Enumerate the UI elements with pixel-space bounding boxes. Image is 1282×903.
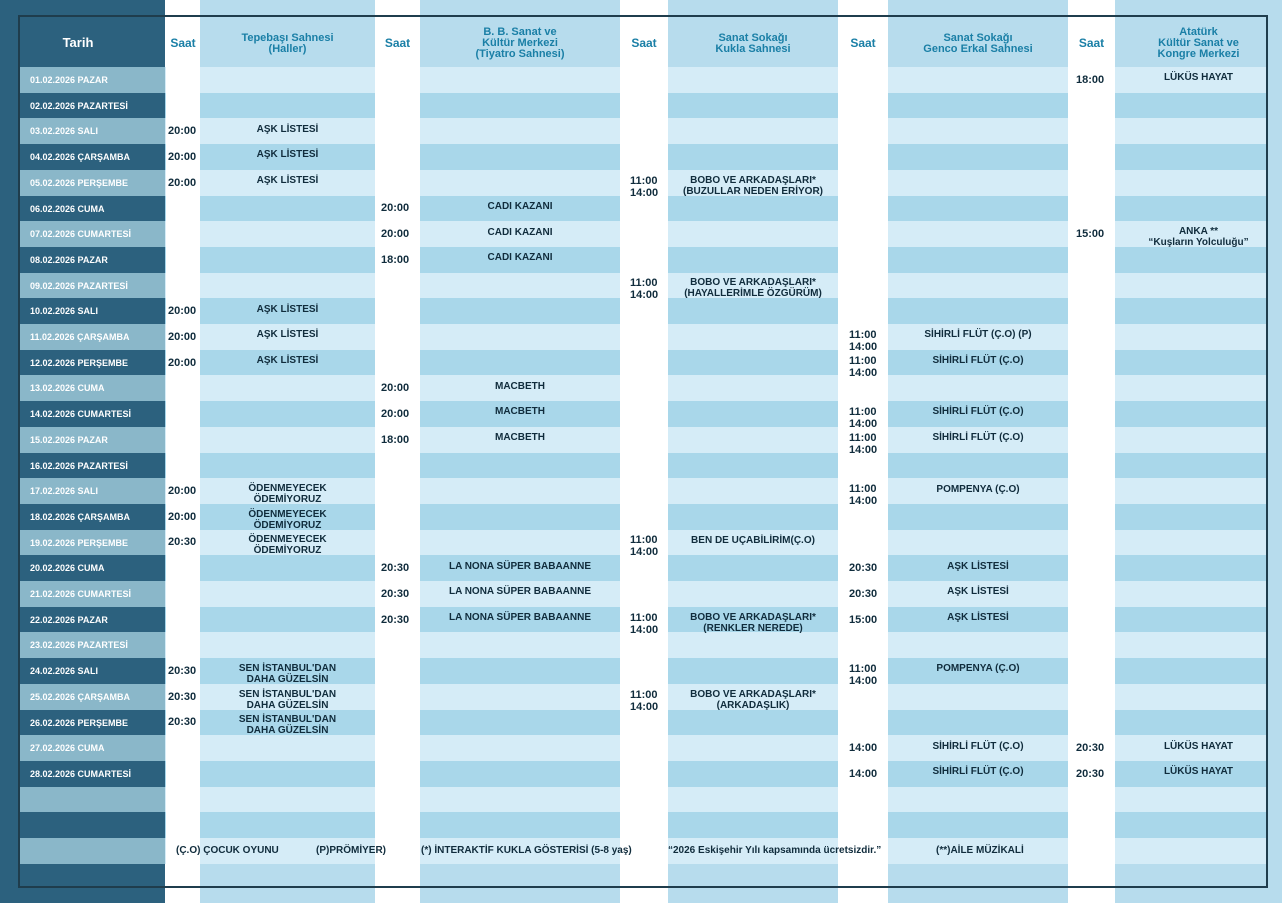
date-cell: 28.02.2026 CUMARTESİ [18, 761, 165, 787]
date-cell: 16.02.2026 PAZARTESİ [18, 453, 165, 479]
genco-event-title-line: SİHİRLİ FLÜT (Ç.O) (P) [924, 329, 1032, 340]
legend-cocuk-oyunu: (Ç.O) ÇOCUK OYUNU [176, 845, 279, 856]
kukla-event-time-line: 11:00 [630, 277, 658, 289]
date-cell: 05.02.2026 PERŞEMBE [18, 170, 165, 196]
tepebasi-event-title-line: AŞK LİSTESİ [256, 149, 319, 160]
date-cell: 10.02.2026 SALI [18, 298, 165, 324]
genco-event-time-line: 14:00 [849, 341, 878, 353]
header-bb-line1: B. B. Sanat ve [483, 26, 557, 38]
header-saat-2: Saat [384, 36, 411, 50]
bb-event-time-line: 20:00 [381, 228, 410, 240]
tepebasi-event-time-line: 20:30 [168, 665, 197, 677]
bb-event-title [420, 201, 620, 212]
bb-event-title [420, 406, 620, 417]
bb-event-title-line: MACBETH [495, 406, 545, 417]
bb-event-time [381, 382, 409, 394]
genco-event-title [888, 329, 1068, 340]
kukla-event-title-line: BOBO VE ARKADAŞLARI* [690, 277, 816, 288]
date-cell: 06.02.2026 CUMA [18, 196, 165, 222]
table-row-right [1115, 247, 1267, 273]
tepebasi-event-time [168, 331, 196, 343]
date-cell: 11.02.2026 ÇARŞAMBA [18, 324, 165, 350]
bb-event-time-line: 20:30 [381, 562, 410, 574]
table-row-right [1115, 170, 1267, 196]
kukla-event-title-line: (ARKADAŞLIK) [716, 700, 790, 711]
bb-event-time-line: 20:00 [381, 382, 410, 394]
tepebasi-event-title-line: DAHA GÜZELSİN [246, 674, 329, 685]
tepebasi-event-time [168, 716, 196, 728]
kukla-event-time-line: 11:00 [630, 175, 658, 187]
genco-event-title [888, 561, 1068, 572]
header-saat-3: Saat [631, 36, 657, 50]
date-cell: 26.02.2026 PERŞEMBE [18, 710, 165, 736]
header-saat-5: Saat [1078, 36, 1105, 50]
header-ataturk-line2: Kültür Sanat ve [1158, 37, 1239, 49]
date-cell: 12.02.2026 PERŞEMBE [18, 350, 165, 376]
genco-event-time [849, 614, 877, 626]
table-row-right [1115, 710, 1267, 736]
tepebasi-event-title-line: AŞK LİSTESİ [256, 329, 319, 340]
ataturk-event-time-line: 15:00 [1076, 228, 1105, 240]
genco-event-time [849, 432, 877, 456]
table-row-right [1115, 812, 1267, 838]
genco-event-time-line: 20:30 [849, 562, 878, 574]
ataturk-event-title-line: LÜKÜS HAYAT [1163, 72, 1234, 83]
genco-event-time-line: 14:00 [849, 418, 878, 430]
kukla-event-time-line: 14:00 [630, 289, 659, 301]
ataturk-event-time [1076, 228, 1104, 240]
header-genco-line2: Genco Erkal Sahnesi [923, 43, 1033, 55]
genco-event-title [888, 586, 1068, 597]
kukla-event-title [668, 689, 838, 711]
kukla-event-title [668, 175, 838, 197]
legend-premiere: (P)PRÖMİYER) [316, 845, 386, 856]
kukla-event-title [668, 277, 838, 299]
kukla-event-time-line: 14:00 [630, 187, 659, 199]
kukla-event-title [668, 612, 838, 634]
genco-event-title [888, 766, 1068, 777]
header-tepebasi-line1: Tepebaşı Sahnesi [241, 32, 334, 44]
bb-event-title-line: LA NONA SÜPER BABAANNE [448, 586, 592, 597]
genco-event-time-line: 11:00 [849, 432, 877, 444]
genco-event-time [849, 329, 877, 353]
genco-event-time-line: 20:30 [849, 588, 878, 600]
tepebasi-event-title-line: SEN İSTANBUL'DAN [238, 663, 337, 674]
genco-event-title [888, 612, 1068, 623]
kukla-event-time-line: 14:00 [630, 624, 659, 636]
ataturk-event-title [1115, 226, 1282, 248]
table-row-right [1115, 530, 1267, 556]
date-cell: 15.02.2026 PAZAR [18, 427, 165, 453]
kukla-event-time-line: 14:00 [630, 546, 659, 558]
date-cell: 17.02.2026 SALI [18, 478, 165, 504]
ataturk-event-time-line: 18:00 [1076, 74, 1105, 86]
bb-event-time-line: 18:00 [381, 434, 410, 446]
tepebasi-event-time [168, 177, 196, 189]
kukla-event-time-line: 14:00 [630, 701, 659, 713]
bb-event-title-line: CADI KAZANI [487, 227, 553, 238]
bb-event-time [381, 408, 409, 420]
header-ataturk-line3: Kongre Merkezi [1157, 48, 1240, 60]
ataturk-event-title-line: ANKA ** [1178, 226, 1219, 237]
genco-event-time [849, 768, 877, 780]
tepebasi-event-title-line: SEN İSTANBUL'DAN [238, 689, 337, 700]
ataturk-event-title-line: “Kuşların Yolculuğu” [1148, 237, 1249, 248]
date-cell [18, 787, 165, 813]
tepebasi-event-title-line: DAHA GÜZELSİN [246, 700, 329, 711]
tepebasi-event-title [200, 663, 375, 685]
genco-event-time [849, 355, 877, 379]
bb-event-title [420, 612, 620, 623]
tepebasi-event-time [168, 305, 196, 317]
table-row-right [1115, 401, 1267, 427]
bb-event-title-line: CADI KAZANI [487, 201, 553, 212]
header-bb [420, 27, 620, 60]
bb-event-time [381, 228, 409, 240]
tepebasi-event-time [168, 151, 196, 163]
table-row-right [1115, 504, 1267, 530]
genco-event-title [888, 741, 1068, 752]
tepebasi-event-time-line: 20:00 [168, 305, 197, 317]
date-cell: 02.02.2026 PAZARTESİ [18, 93, 165, 119]
tepebasi-event-time-line: 20:00 [168, 357, 197, 369]
bb-event-time [381, 562, 409, 574]
genco-event-title-line: AŞK LİSTESİ [947, 612, 1009, 623]
tepebasi-event-title-line: AŞK LİSTESİ [256, 124, 319, 135]
bb-event-time-line: 20:30 [381, 588, 410, 600]
date-cell: 01.02.2026 PAZAR [18, 67, 165, 93]
kukla-event-title-line: (HAYALLERİMLE ÖZGÜRÜM) [684, 288, 822, 299]
table-row-right [1115, 555, 1267, 581]
genco-event-time-line: 14:00 [849, 444, 878, 456]
genco-event-time-line: 11:00 [849, 355, 877, 367]
genco-event-time [849, 663, 877, 687]
tepebasi-event-time-line: 20:00 [168, 485, 197, 497]
table-row-right [1115, 658, 1267, 684]
ataturk-event-title-line: LÜKÜS HAYAT [1163, 766, 1234, 777]
genco-event-title-line: POMPENYA (Ç.O) [936, 663, 1020, 674]
bb-event-time-line: 20:30 [381, 614, 410, 626]
header-tepebasi [200, 33, 375, 55]
tepebasi-event-title-line: ÖDEMİYORUZ [253, 520, 322, 531]
tepebasi-event-title [200, 304, 375, 315]
genco-event-title [888, 406, 1068, 417]
kukla-event-time [630, 612, 658, 636]
header-saat-1: Saat [170, 36, 196, 50]
ataturk-event-time [1076, 768, 1104, 780]
table-row-right [1115, 144, 1267, 170]
bb-event-time [381, 588, 409, 600]
bb-event-title [420, 561, 620, 572]
tepebasi-event-title [200, 124, 375, 135]
header-kukla [668, 33, 838, 55]
table-row-right [1115, 838, 1267, 864]
date-cell: 21.02.2026 CUMARTESİ [18, 581, 165, 607]
tepebasi-event-title [200, 355, 375, 366]
tepebasi-event-time-line: 20:30 [168, 536, 197, 548]
bb-event-title [420, 227, 620, 238]
kukla-event-time [630, 689, 658, 713]
date-cell: 13.02.2026 CUMA [18, 375, 165, 401]
date-cell: 14.02.2026 CUMARTESİ [18, 401, 165, 427]
tepebasi-event-title-line: AŞK LİSTESİ [256, 355, 319, 366]
tepebasi-event-title-line: ÖDENMEYECEK [248, 534, 327, 545]
genco-event-title-line: SİHİRLİ FLÜT (Ç.O) [932, 432, 1024, 443]
table-row-right [1115, 427, 1267, 453]
date-cell: 25.02.2026 ÇARŞAMBA [18, 684, 165, 710]
bb-event-time-line: 20:00 [381, 202, 410, 214]
date-cell: 24.02.2026 SALI [18, 658, 165, 684]
date-cell: 03.02.2026 SALI [18, 118, 165, 144]
tepebasi-event-time-line: 20:30 [168, 691, 197, 703]
genco-event-time [849, 483, 877, 507]
tepebasi-event-title [200, 509, 375, 531]
date-cell: 20.02.2026 CUMA [18, 555, 165, 581]
genco-event-time [849, 406, 877, 430]
table-row-right [1115, 684, 1267, 710]
tepebasi-event-title-line: AŞK LİSTESİ [256, 304, 319, 315]
bb-event-time [381, 434, 409, 446]
table-row-right [1115, 581, 1267, 607]
kukla-event-title-line: BOBO VE ARKADAŞLARI* [690, 612, 816, 623]
ataturk-event-time-line: 20:30 [1076, 768, 1105, 780]
kukla-event-title-line: (BUZULLAR NEDEN ERİYOR) [683, 186, 823, 197]
table-row-right [1115, 787, 1267, 813]
date-cell: 27.02.2026 CUMA [18, 735, 165, 761]
genco-event-time-line: 11:00 [849, 483, 877, 495]
tepebasi-event-time-line: 20:00 [168, 511, 197, 523]
table-row-right [1115, 298, 1267, 324]
genco-event-title-line: SİHİRLİ FLÜT (Ç.O) [932, 406, 1024, 417]
kukla-event-time [630, 534, 658, 558]
tepebasi-event-title-line: SEN İSTANBUL'DAN [238, 714, 337, 725]
legend-interaktif-kukla: (*) İNTERAKTİF KUKLA GÖSTERİSİ (5-8 yaş) [421, 845, 632, 856]
kukla-event-title-line: BOBO VE ARKADAŞLARI* [690, 175, 816, 186]
genco-event-title-line: AŞK LİSTESİ [947, 586, 1009, 597]
kukla-event-time-line: 11:00 [630, 534, 658, 546]
header-kukla-line2: Kukla Sahnesi [715, 43, 791, 55]
kukla-event-time [630, 175, 658, 199]
kukla-event-title [668, 535, 838, 546]
tepebasi-event-time [168, 665, 196, 677]
date-cell: 23.02.2026 PAZARTESİ [18, 632, 165, 658]
tepebasi-event-title [200, 714, 375, 736]
table-row-right [1115, 93, 1267, 119]
ataturk-event-time [1076, 74, 1104, 86]
tepebasi-event-title [200, 483, 375, 505]
table-row-right [1115, 350, 1267, 376]
header-kukla-line1: Sanat Sokağı [718, 32, 788, 44]
date-cell: 08.02.2026 PAZAR [18, 247, 165, 273]
table-row-right [1115, 375, 1267, 401]
header-saat-4: Saat [850, 36, 876, 50]
legend-free-entry: “2026 Eskişehir Yılı kapsamında ücretsizdir.” [668, 845, 882, 856]
header-genco [888, 33, 1068, 55]
date-cell: 04.02.2026 ÇARŞAMBA [18, 144, 165, 170]
header-tarih: Tarih [62, 35, 94, 50]
tepebasi-event-title-line: AŞK LİSTESİ [256, 175, 319, 186]
genco-event-time-line: 14:00 [849, 367, 878, 379]
genco-event-time-line: 14:00 [849, 675, 878, 687]
genco-event-time-line: 14:00 [849, 495, 878, 507]
tepebasi-event-title [200, 175, 375, 186]
bb-event-title [420, 252, 620, 263]
tepebasi-event-time [168, 511, 196, 523]
tepebasi-event-title-line: ÖDENMEYECEK [248, 509, 327, 520]
saat-column-2 [375, 0, 420, 903]
date-cell: 09.02.2026 PAZARTESİ [18, 273, 165, 299]
kukla-event-time-line: 11:00 [630, 612, 658, 624]
date-cell [18, 812, 165, 838]
table-row-right [1115, 324, 1267, 350]
tepebasi-event-title-line: DAHA GÜZELSİN [246, 725, 329, 736]
kukla-event-title-line: (RENKLER NEREDE) [703, 623, 803, 634]
genco-event-time-line: 11:00 [849, 406, 877, 418]
tepebasi-event-time [168, 125, 196, 137]
table-row-right [1115, 196, 1267, 222]
ataturk-event-title [1115, 72, 1282, 83]
kukla-event-time [630, 277, 658, 301]
bb-event-time [381, 202, 409, 214]
kukla-event-time-line: 11:00 [630, 689, 658, 701]
genco-event-time-line: 11:00 [849, 329, 877, 341]
genco-event-title [888, 432, 1068, 443]
tepebasi-event-title-line: ÖDEMİYORUZ [253, 545, 322, 556]
bb-event-time-line: 20:00 [381, 408, 410, 420]
bb-event-title-line: CADI KAZANI [487, 252, 553, 263]
tepebasi-event-time [168, 691, 196, 703]
bb-event-title [420, 586, 620, 597]
table-row-right [1115, 118, 1267, 144]
genco-event-title-line: SİHİRLİ FLÜT (Ç.O) [932, 766, 1024, 777]
tepebasi-event-time [168, 357, 196, 369]
genco-event-time [849, 562, 877, 574]
genco-event-title-line: AŞK LİSTESİ [947, 561, 1009, 572]
header-tepebasi-line2: (Haller) [268, 43, 307, 55]
table-row-right [1115, 607, 1267, 633]
header-ataturk [1115, 27, 1282, 60]
ataturk-event-title-line: LÜKÜS HAYAT [1163, 741, 1234, 752]
tepebasi-event-time [168, 485, 196, 497]
bb-event-time-line: 18:00 [381, 254, 410, 266]
tepebasi-event-time [168, 536, 196, 548]
tepebasi-event-title [200, 534, 375, 556]
tepebasi-event-title [200, 149, 375, 160]
ataturk-event-title [1115, 741, 1282, 752]
genco-event-time-line: 15:00 [849, 614, 878, 626]
legend-aile-muzikali: (**)AİLE MÜZİKALİ [936, 845, 1024, 856]
header-bb-line2: Kültür Merkezi [482, 37, 558, 49]
bb-event-title [420, 381, 620, 392]
bb-event-title-line: LA NONA SÜPER BABAANNE [448, 561, 592, 572]
ataturk-event-title [1115, 766, 1282, 777]
genco-event-title-line: SİHİRLİ FLÜT (Ç.O) [932, 741, 1024, 752]
ataturk-event-time [1076, 742, 1104, 754]
tepebasi-event-time-line: 20:30 [168, 716, 197, 728]
tepebasi-event-title [200, 689, 375, 711]
genco-event-title-line: POMPENYA (Ç.O) [936, 484, 1020, 495]
tepebasi-event-time-line: 20:00 [168, 151, 197, 163]
table-row-right [1115, 453, 1267, 479]
kukla-event-title-line: BOBO VE ARKADAŞLARI* [690, 689, 816, 700]
date-cell: 19.02.2026 PERŞEMBE [18, 530, 165, 556]
date-cell: 18.02.2026 ÇARŞAMBA [18, 504, 165, 530]
date-cell: 22.02.2026 PAZAR [18, 607, 165, 633]
header-genco-line1: Sanat Sokağı [943, 32, 1013, 44]
table-row-right [1115, 273, 1267, 299]
tepebasi-event-title [200, 329, 375, 340]
genco-event-title [888, 355, 1068, 366]
tepebasi-event-title-line: ÖDEMİYORUZ [253, 494, 322, 505]
genco-event-time-line: 14:00 [849, 742, 878, 754]
genco-event-title [888, 484, 1068, 495]
genco-event-time-line: 11:00 [849, 663, 877, 675]
genco-event-time [849, 588, 877, 600]
tepebasi-event-time-line: 20:00 [168, 125, 197, 137]
tepebasi-event-title-line: ÖDENMEYECEK [248, 483, 327, 494]
kukla-event-title-line: BEN DE UÇABİLİRİM(Ç.O) [691, 535, 815, 546]
genco-event-time-line: 14:00 [849, 768, 878, 780]
date-cell: 07.02.2026 CUMARTESİ [18, 221, 165, 247]
header-ataturk-line1: Atatürk [1179, 26, 1218, 38]
genco-event-time [849, 742, 877, 754]
bb-event-title [420, 432, 620, 443]
bb-event-time [381, 254, 409, 266]
saat-column-3 [620, 0, 668, 903]
genco-event-title-line: SİHİRLİ FLÜT (Ç.O) [932, 355, 1024, 366]
bb-event-title-line: MACBETH [495, 432, 545, 443]
ataturk-event-time-line: 20:30 [1076, 742, 1105, 754]
bb-event-title-line: MACBETH [495, 381, 545, 392]
bb-event-time [381, 614, 409, 626]
date-cell [18, 838, 165, 864]
header-bb-line3: (Tiyatro Sahnesi) [475, 48, 565, 60]
bb-event-title-line: LA NONA SÜPER BABAANNE [448, 612, 592, 623]
genco-event-title [888, 663, 1068, 674]
tepebasi-event-time-line: 20:00 [168, 331, 197, 343]
table-row-right [1115, 478, 1267, 504]
table-row-right [1115, 632, 1267, 658]
tepebasi-event-time-line: 20:00 [168, 177, 197, 189]
